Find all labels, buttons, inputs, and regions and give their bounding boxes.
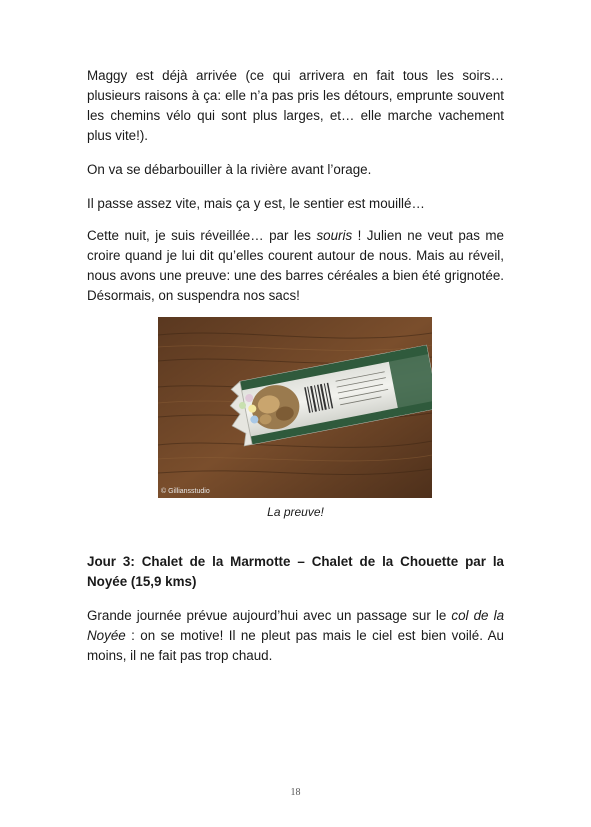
paragraph-day3-text-end: : on se motive! Il ne pleut pas mais le ciel est bien voilé. Au moins, il ne fait pas trop chaud. xyxy=(87,628,504,663)
paragraph-day3-emphasis: col de la Noyée xyxy=(87,608,505,643)
paragraph-river xyxy=(87,160,504,180)
section-heading: Jour 3: Chalet de la Marmotte – Chalet de la Chouette par la Noyée (15,9 kms) xyxy=(87,554,504,589)
paragraph-mice xyxy=(87,226,504,306)
paragraph-arrival xyxy=(87,66,504,146)
paragraph-mice-text-start: Cette nuit, je suis réveillée… par les xyxy=(87,228,317,243)
photo-caption: La preuve! xyxy=(267,505,324,519)
paragraph-storm-text: Il passe assez vite, mais ça y est, le sentier est mouillé… xyxy=(87,196,425,211)
paragraph-mice-emphasis: souris xyxy=(316,228,353,243)
cereal-bar-photo-image xyxy=(158,317,432,498)
paragraph-storm xyxy=(87,194,504,214)
paragraph-day3-text-start: Grande journée prévue aujourd’hui avec un passage sur le xyxy=(87,608,452,623)
paragraph-mice-text-end: ! Julien ne veut pas me croire quand je lui dit qu’elles courent autour de nous. Mais au réveil, nous avons une preuve: une des barres céréales a bien été grignotée. Désormais, on suspendra nos sacs! xyxy=(87,228,504,303)
paragraph-day3 xyxy=(87,606,504,666)
photo-credit: © Gilliansstudio xyxy=(161,488,210,495)
paragraph-river-text: On va se débarbouiller à la rivière avant l’orage. xyxy=(87,162,372,177)
paragraph-arrival-text: Maggy est déjà arrivée (ce qui arrivera en fait tous les soirs… plusieurs raisons à ça: elle n’a pas pris les détours, emprunte souvent les chemins vélo qui sont plus larges, et… elle marche vachement plus vite!). xyxy=(87,68,504,143)
cereal-bar-photo xyxy=(158,317,432,498)
page-number: 18 xyxy=(290,787,301,798)
